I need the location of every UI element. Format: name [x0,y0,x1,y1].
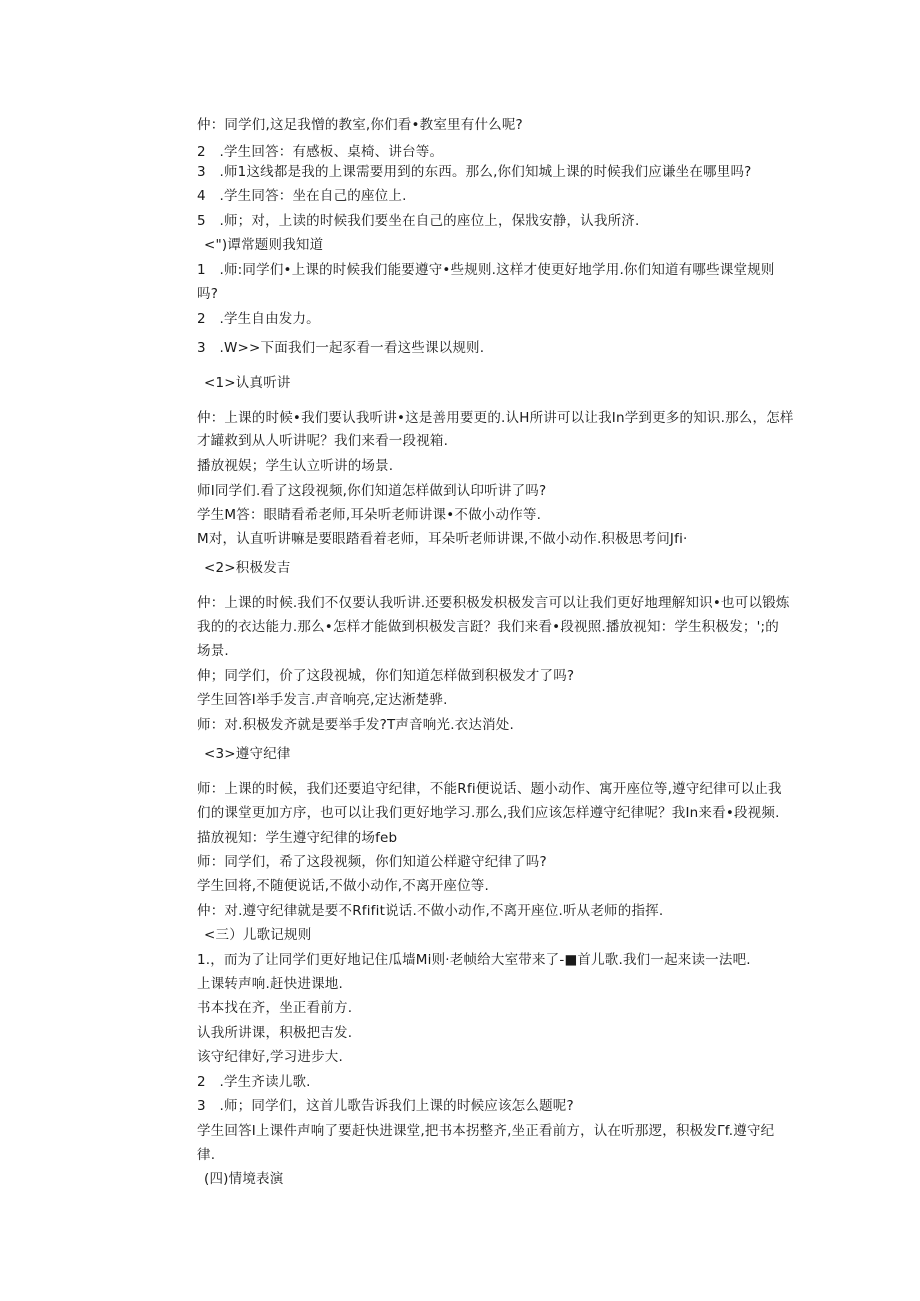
section-heading: (四)情境表演 [204,1171,284,1187]
text-line: 学生回答I举手发言.声音响亮,定达淅楚骅. [197,692,448,708]
text-line: 师：对.积极发齐就是要举手发?T声音响光.衣达消处. [197,717,514,733]
text-line: 师：同学们，希了这段视频，你们知道公样避守纪律了吗? [197,854,547,870]
text-line: 播放视娱；学生认立听讲的场景. [197,458,394,474]
text-line: 1.，而为了让同学们更好地记住瓜墙Mi则·老帧给大室带来了-■首儿歌.我们一起来读一法吧. [197,952,751,968]
subsection-heading: <2>积极发吉 [204,560,291,576]
text-line: 们的课堂更加方序，也可以让我们更好地学习.那么,我们应该怎样遵守纪律呢？我In来看•段视频. [197,805,780,821]
section-heading: <三）儿歌记规则 [204,927,312,943]
text-line: 2 .学生自由发力。 [197,311,320,327]
text-line: 伸；同学们，价了这段视城，你们知道怎样做到积极发才了吗? [197,668,575,684]
text-line: 仲：对.遵守纪律就是要不Rfifit说话.不做小动作,不离开座位.听从老师的指挥. [197,903,664,919]
subsection-heading: <1>认真听讲 [204,375,291,391]
text-line: 1 .师:同学们•上课的时候我们能要遵守•些规则.这样才使更好地学用.你们知道有哪些课堂规则 [197,262,775,278]
text-line: 我的的衣达能力.那么•怎样才能做到枳极发言跹？我们来看•段视照.播放视知：学生积极发；';的 [197,619,779,635]
text-line: 仲：上课的时候.我们不仅要认我听讲.还要积极发枳极发言可以让我们更好地理解知识•也可以锻炼 [197,595,790,611]
text-line: 师I同学们.看了这段视频,你们知道怎样做到认印听讲了吗? [197,483,547,499]
text-line: 3 .师；同学们，这首儿歌告诉我们上课的时候应该怎么题呢? [197,1098,574,1114]
subsection-heading: <3>遵守纪律 [204,746,291,762]
text-line: 2 .学生回答：有感板、桌椅、讲台等。 [197,144,444,160]
text-line: 4 .学生同答：坐在自己的座位上. [197,188,407,204]
text-line: 律. [197,1147,216,1163]
text-line: 仲：同学们,这足我憎的教室,你们看•教室里有什么呢? [197,117,523,133]
text-line: 吗? [197,286,219,302]
text-line: 描放视知：学生遵守纪律的场feb [197,830,398,846]
text-line: 仲：上课的时候•我们要认我听讲•这是善用要更的.认H所讲可以让我In学到更多的知识.那么，怎样 [197,410,794,426]
text-line: 3 .W>>下面我们一起豕看一看这些课以规则. [197,340,485,356]
text-line: 学生回答I上课件声响了要赶快进课堂,把书本拐整齐,坐正看前方，认在听那逻，积极发Γf.遵守纪 [197,1123,775,1139]
text-line: 3 .师1这线都是我的上课需要用到的东西。那么,你们知城上课的时候我们应谦坐在哪里吗? [197,164,752,180]
text-line: 书本找在齐，坐正看前方. [197,1000,353,1016]
text-line: 学生M答：眼睛看希老师,耳朵听老师讲课•不做小动作等. [197,507,542,523]
text-line: 学生回将,不随便说话,不做小动作,不离开座位等. [197,878,489,894]
text-line: 上课转声响.赶快进课地. [197,976,343,992]
text-line: 师：上课的时候，我们还要追守纪律，不能Rfi便说话、题小动作、寓开座位等,遵守纪律可以止我 [197,781,782,797]
text-line: M对，认直听讲嘛是要眼踏看着老师，耳朵听老师讲课,不做小动作.积极思考问Jfi· [197,531,688,547]
text-line: 场景. [197,643,229,659]
text-line: 该守纪律好,学习进步大. [197,1049,343,1065]
section-heading: <")谭常题则我知道 [204,237,324,253]
text-line: 才罐救到从人听讲呢？我们来看一段视箱. [197,433,449,449]
text-line: 2 .学生齐读儿歌. [197,1074,311,1090]
text-line: 认我所讲课，积极把吉发. [197,1025,353,1041]
text-line: 5 .师；对，上读的时候我们要坐在自己的座位上，保戕安静，认我所济. [197,213,640,229]
